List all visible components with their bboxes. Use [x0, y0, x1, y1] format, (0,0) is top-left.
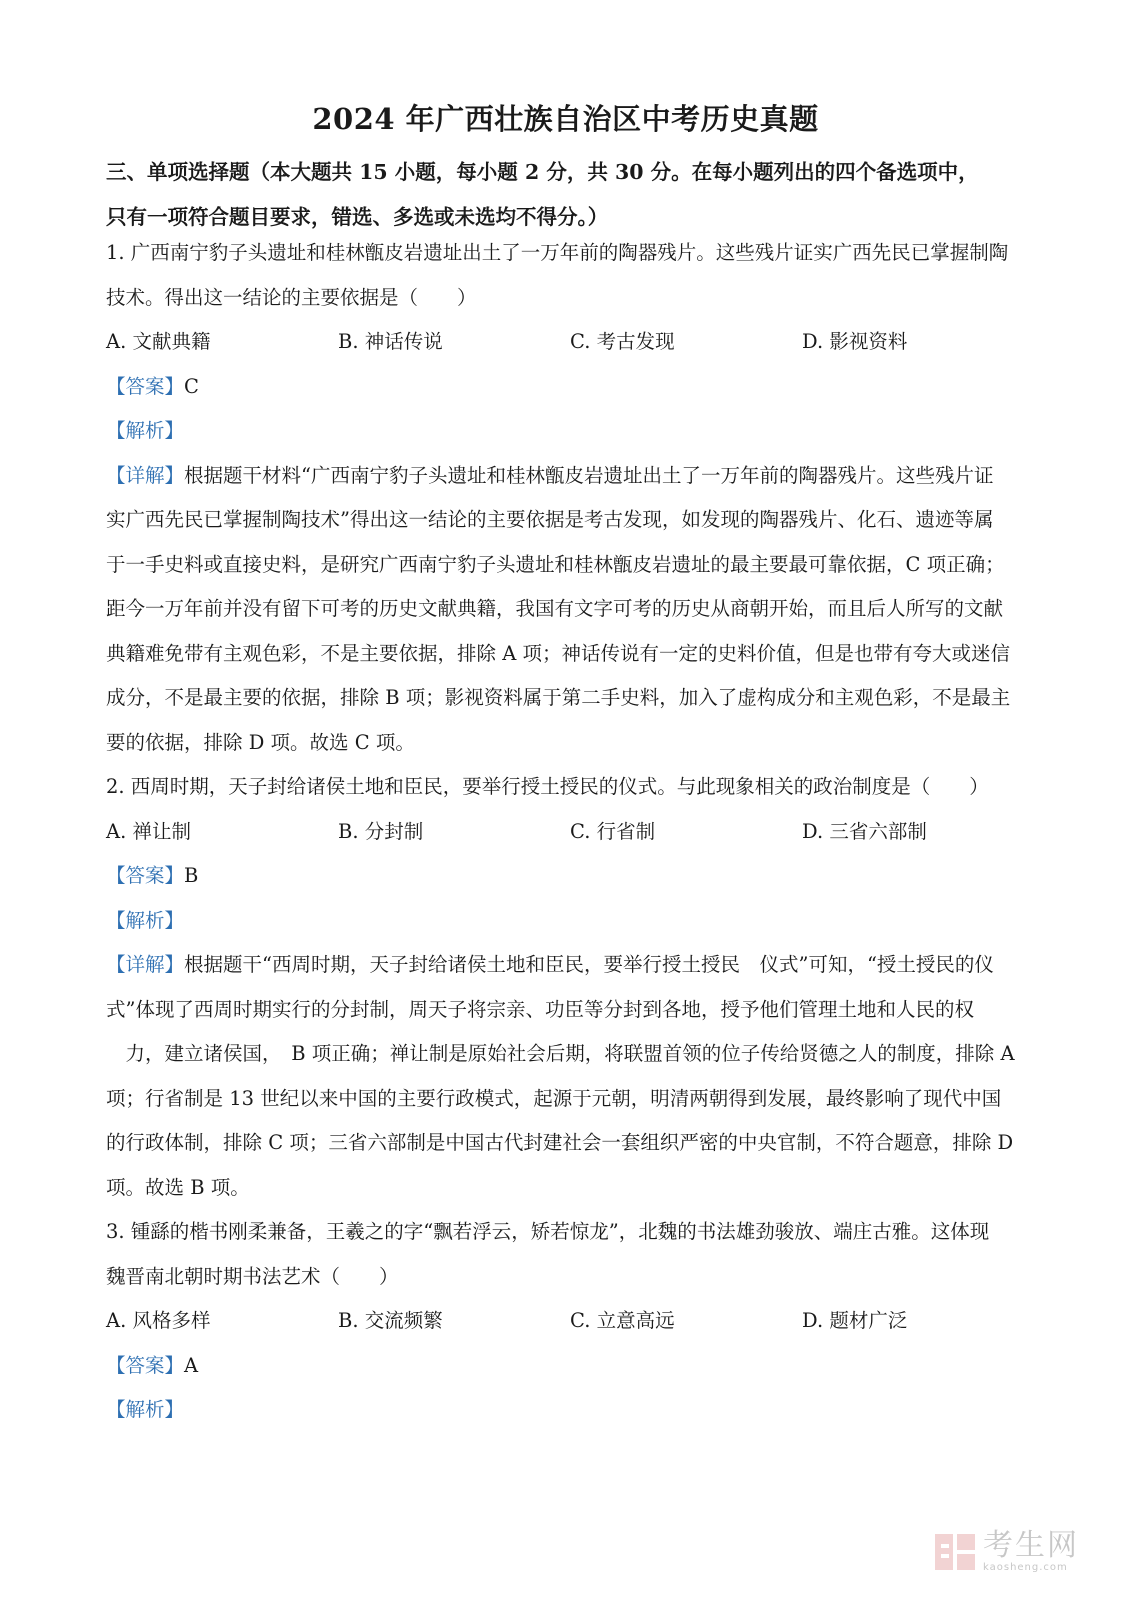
section-heading-line: 三、单项选择题（本大题共 15 小题，每小题 2 分，共 30 分。在每小题列出的四个备选项中， — [106, 160, 979, 184]
answer-line — [106, 1344, 1036, 1389]
detail-text: 根据题干材料“广西南宁豹子头遗址和桂林甑皮岩遗址出土了一万年前的陶器残片。这些残片证 — [184, 463, 994, 487]
answer-value: B — [184, 864, 199, 887]
watermark-url: kaosheng.com — [983, 1562, 1068, 1573]
watermark-text — [983, 1530, 1079, 1574]
detail-line — [106, 943, 1036, 988]
question-stem-line: 1. 广西南宁豹子头遗址和桂林甑皮岩遗址出土了一万年前的陶器残片。这些残片证实广西先民已掌握制陶 — [106, 241, 1009, 264]
options-row — [106, 320, 1036, 365]
analysis-tag: 【解析】 — [106, 419, 185, 442]
questions-content — [106, 231, 1036, 1433]
analysis-line — [106, 1388, 1036, 1433]
detail-text: 要的依据，排除 D 项。故选 C 项。 — [106, 730, 415, 754]
analysis-line — [106, 899, 1036, 944]
option-c: C. 考古发现 — [570, 330, 675, 353]
option-a: A. 禅让制 — [106, 819, 191, 843]
detail-text: 项；行省制是 13 世纪以来中国的主要行政模式，起源于元朝，明清两朝得到发展，最终影响了现代中国 — [106, 1086, 1002, 1110]
section-heading — [106, 150, 1036, 239]
option-d: D. 三省六部制 — [802, 819, 927, 843]
detail-text: 项。故选 B 项。 — [106, 1175, 250, 1199]
detail-text: 距今一万年前并没有留下可考的历史文献典籍，我国有文字可考的历史从商朝开始，而且后人所写的文献 — [106, 597, 1004, 620]
option-d: D. 影视资料 — [802, 330, 908, 353]
option-b: B. 交流频繁 — [338, 1309, 443, 1332]
answer-line — [106, 365, 1036, 410]
option-a: A. 文献典籍 — [106, 330, 211, 353]
detail-text: 力，建立诸侯国， B 项正确；禅让制是原始社会后期，将联盟首领的位子传给贤德之人的制度，排除 A — [106, 1042, 1015, 1065]
question-3 — [106, 1210, 1036, 1433]
detail-tag: 【详解】 — [106, 953, 185, 976]
answer-value: C — [184, 374, 199, 398]
answer-value: A — [184, 1353, 199, 1377]
answer-tag: 【答案】 — [106, 374, 185, 398]
question-stem-line: 魏晋南北朝时期书法艺术（ ） — [106, 1264, 399, 1288]
answer-line — [106, 854, 1036, 899]
option-c: C. 行省制 — [570, 819, 656, 843]
question-1 — [106, 231, 1036, 765]
option-b: B. 分封制 — [338, 819, 424, 843]
detail-line — [106, 454, 1036, 499]
analysis-line — [106, 409, 1036, 454]
detail-text: 实广西先民已掌握制陶技术”得出这一结论的主要依据是考古发现，如发现的陶器残片、化石、遗迹等属 — [106, 508, 994, 531]
answer-tag: 【答案】 — [106, 864, 185, 887]
option-d: D. 题材广泛 — [802, 1309, 908, 1332]
watermark — [933, 1527, 1113, 1577]
page-title: 2024 年广西壮族自治区中考历史真题 — [312, 102, 819, 136]
section-heading-line: 只有一项符合题目要求，错选、多选或未选均不得分。） — [106, 204, 609, 229]
detail-text: 成分，不是最主要的依据，排除 B 项；影视资料属于第二手史料，加入了虚构成分和主观色彩，不是最主 — [106, 686, 1011, 709]
detail-tag: 【详解】 — [106, 463, 185, 487]
answer-tag: 【答案】 — [106, 1353, 185, 1377]
options-row — [106, 810, 1036, 855]
analysis-tag: 【解析】 — [106, 908, 185, 932]
analysis-tag: 【解析】 — [106, 1398, 185, 1421]
watermark-logo-icon — [933, 1530, 977, 1574]
detail-text: 式”体现了西周时期实行的分封制，周天子将宗亲、功臣等分封到各地，授予他们管理土地和人民的权 — [106, 997, 974, 1021]
detail-text: 于一手史料或直接史料，是研究广西南宁豹子头遗址和桂林甑皮岩遗址的最主要最可靠依据，C 项正确； — [106, 552, 1005, 576]
question-2 — [106, 765, 1036, 1210]
question-stem-line: 2. 西周时期，天子封给诸侯土地和臣民，要举行授土授民的仪式。与此现象相关的政治制度是（ ） — [106, 775, 989, 798]
detail-text: 的行政体制，排除 C 项；三省六部制是中国古代封建社会一套组织严密的中央官制，不符合题意，排除 D — [106, 1131, 1014, 1154]
option-c: C. 立意高远 — [570, 1309, 675, 1332]
watermark-name: 考生网 — [983, 1528, 1079, 1563]
question-stem-line: 技术。得出这一结论的主要依据是（ ） — [106, 285, 477, 309]
options-row — [106, 1299, 1036, 1344]
detail-text: 根据题干“西周时期，天子封给诸侯土地和臣民，要举行授土授民 仪式”可知，“授土授民的仪 — [184, 953, 994, 976]
option-a: A. 风格多样 — [106, 1309, 211, 1332]
question-stem-line: 3. 锺繇的楷书刚柔兼备，王羲之的字“飘若浮云，矫若惊龙”，北魏的书法雄劲骏放、端庄古雅。这体现 — [106, 1220, 990, 1243]
detail-text: 典籍难免带有主观色彩，不是主要依据，排除 A 项；神话传说有一定的史料价值，但是也带有夸大或迷信 — [106, 641, 1010, 665]
option-b: B. 神话传说 — [338, 330, 443, 353]
